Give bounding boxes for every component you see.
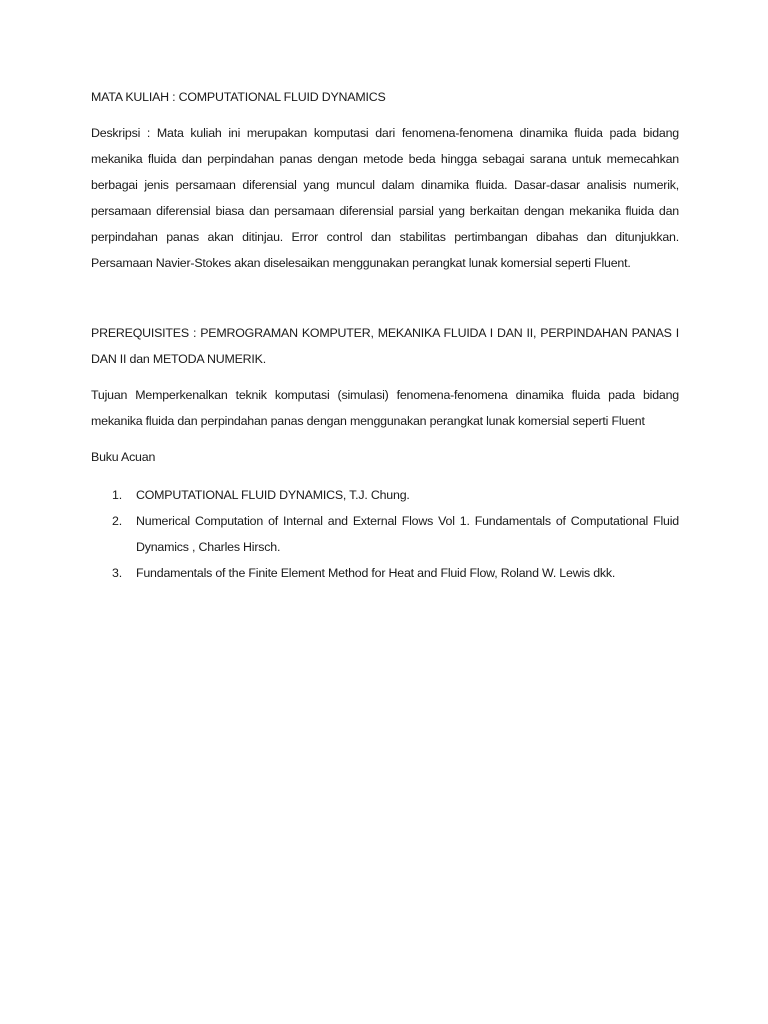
reference-item bbox=[91, 560, 679, 586]
prerequisites: PREREQUISITES : PEMROGRAMAN KOMPUTER, MEKANIKA FLUIDA I DAN II, PERPINDAHAN PANAS I DAN II dan METODA NUMERIK. bbox=[91, 326, 679, 366]
reference-number: 3. bbox=[112, 566, 122, 580]
course-objective: Tujuan Memperkenalkan teknik komputasi (simulasi) fenomena-fenomena dinamika fluida pada bidang mekanika fluida dan perpindahan panas dengan menggunakan perangkat lunak komersial seperti Fluent bbox=[91, 388, 679, 428]
reference-number: 1. bbox=[112, 488, 122, 502]
reference-text: COMPUTATIONAL FLUID DYNAMICS, T.J. Chung. bbox=[136, 488, 410, 502]
course-description: Deskripsi : Mata kuliah ini merupakan komputasi dari fenomena-fenomena dinamika fluida pada bidang mekanika fluida dan perpindahan panas dengan metode beda hingga sebagai sarana untuk memecahkan berbagai jenis persamaan diferensial yang muncul dalam dinamika fluida. Dasar-dasar analisis numerik, persamaan diferensial biasa dan persamaan diferensial parsial yang berkaitan dengan mekanika fluida dan perpindahan panas akan ditinjau. Error control dan stabilitas pertimbangan dibahas dan ditunjukkan. Persamaan Navier-Stokes akan diselesaikan menggunakan perangkat lunak komersial seperti Fluent. bbox=[91, 126, 679, 270]
references-heading: Buku Acuan bbox=[91, 450, 156, 464]
references-list bbox=[91, 482, 679, 586]
document-page bbox=[91, 84, 679, 586]
course-title: MATA KULIAH : COMPUTATIONAL FLUID DYNAMICS bbox=[91, 90, 386, 104]
reference-text: Numerical Computation of Internal and External Flows Vol 1. Fundamentals of Computational Fluid Dynamics , Charles Hirsch. bbox=[136, 514, 679, 554]
reference-number: 2. bbox=[112, 514, 122, 528]
reference-item bbox=[91, 508, 679, 560]
reference-text: Fundamentals of the Finite Element Method for Heat and Fluid Flow, Roland W. Lewis dkk. bbox=[136, 566, 616, 580]
reference-item bbox=[91, 482, 679, 508]
